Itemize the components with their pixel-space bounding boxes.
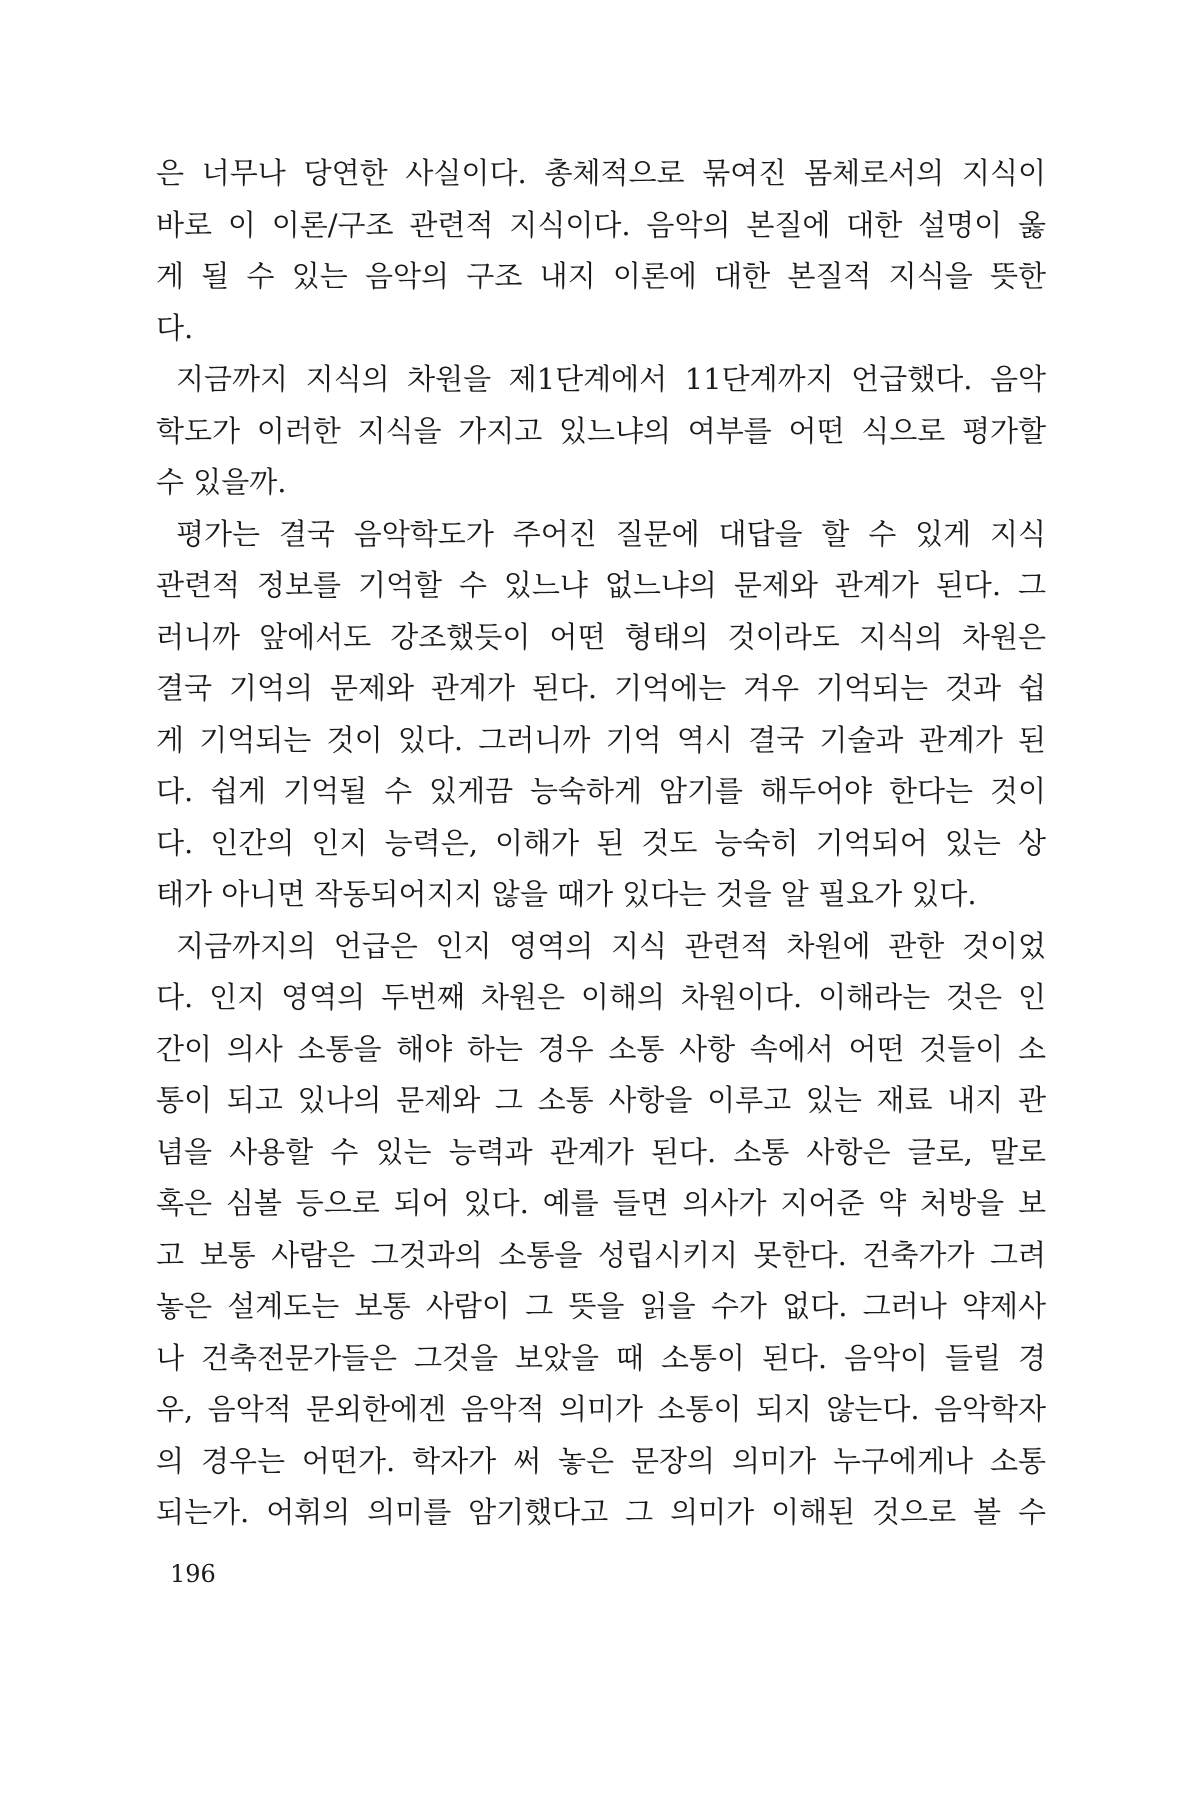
text-line: 통이 되고 있나의 문제와 그 소통 사항을 이루고 있는 재료 내지 관 [156,1083,1046,1117]
text-line: 간이 의사 소통을 해야 하는 경우 소통 사항 속에서 어떤 것들이 소 [156,1031,1046,1066]
text-line: 러니까 앞에서도 강조했듯이 어떤 형태의 것이라도 지식의 차원은 [156,619,1046,654]
text-line: 다. [156,310,194,345]
text-line: 관련적 정보를 기억할 수 있느냐 없느냐의 문제와 관계가 된다. 그 [156,568,1046,602]
text-line: 혹은 심볼 등으로 되어 있다. 예를 들면 의사가 지어준 약 처방을 보 [156,1186,1046,1220]
paragraph-2 [156,354,1046,509]
text-line: 게 기억되는 것이 있다. 그러니까 기억 역시 결국 기술과 관계가 된 [156,722,1046,757]
paragraph-1 [156,148,1046,354]
paragraph-4 [156,921,1046,1539]
text-line: 의 경우는 어떤가. 학자가 써 놓은 문장의 의미가 누구에게나 소통 [156,1443,1046,1478]
text-line: 다. 쉽게 기억될 수 있게끔 능숙하게 암기를 해두어야 한다는 것이 [156,774,1046,808]
text-line: 념을 사용할 수 있는 능력과 관계가 된다. 소통 사항은 글로, 말로 [156,1134,1046,1169]
paragraph-3 [156,509,1046,921]
text-line: 다. 인간의 인지 능력은, 이해가 된 것도 능숙히 기억되어 있는 상 [156,825,1046,860]
text-line: 나 건축전문가들은 그것을 보았을 때 소통이 된다. 음악이 들릴 경 [156,1340,1046,1375]
text-line: 태가 아니면 작동되어지지 않을 때가 있다는 것을 알 필요가 있다. [156,877,977,911]
text-line: 평가는 결국 음악학도가 주어진 질문에 대답을 할 수 있게 지식 [176,516,1046,551]
body-text [156,148,1046,1539]
text-line: 우, 음악적 문외한에겐 음악적 의미가 소통이 되지 않는다. 음악학자 [156,1392,1046,1426]
text-line: 지금까지 지식의 차원을 제1단계에서 11단계까지 언급했다. 음악 [176,362,1046,396]
text-line: 되는가. 어휘의 의미를 암기했다고 그 의미가 이해된 것으로 볼 수 [156,1495,1046,1529]
text-line: 게 될 수 있는 음악의 구조 내지 이론에 대한 본질적 지식을 뜻한 [156,259,1046,293]
text-line: 은 너무나 당연한 사실이다. 총체적으로 묶여진 몸체로서의 지식이 [156,156,1046,190]
page-number: 196 [170,1560,216,1588]
text-line: 지금까지의 언급은 인지 영역의 지식 관련적 차원에 관한 것이었 [176,928,1046,963]
text-line: 바로 이 이론/구조 관련적 지식이다. 음악의 본질에 대한 설명이 옳 [156,207,1046,242]
text-line: 결국 기억의 문제와 관계가 된다. 기억에는 겨우 기억되는 것과 쉽 [156,671,1046,705]
text-line: 다. 인지 영역의 두번째 차원은 이해의 차원이다. 이해라는 것은 인 [156,980,1046,1014]
text-line: 수 있을까. [156,465,287,499]
text-line: 학도가 이러한 지식을 가지고 있느냐의 여부를 어떤 식으로 평가할 [156,413,1046,448]
text-line: 고 보통 사람은 그것과의 소통을 성립시키지 못한다. 건축가가 그려 [156,1237,1046,1272]
text-line: 놓은 설계도는 보통 사람이 그 뜻을 읽을 수가 없다. 그러나 약제사 [156,1289,1046,1323]
